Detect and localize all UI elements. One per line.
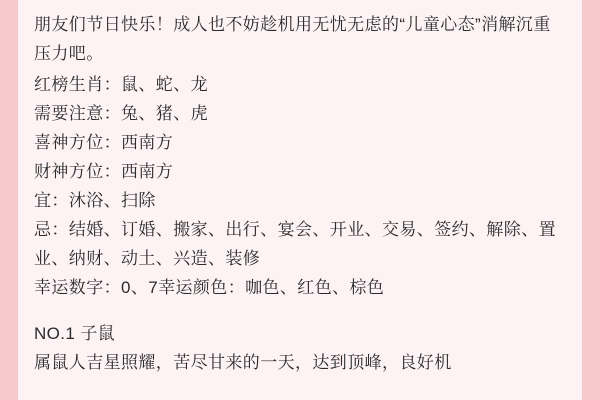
content-card xyxy=(18,0,582,400)
field-label: 财神方位： xyxy=(34,162,121,181)
field-label: 忌： xyxy=(34,220,69,239)
section-body: 属鼠人吉星照耀，苦尽甘来的一天，达到顶峰，良好机 xyxy=(34,353,452,372)
field-row-lucky-number-color xyxy=(34,273,566,302)
field-value: 沐浴、扫除 xyxy=(68,191,156,210)
field-value: 西南方 xyxy=(121,162,174,181)
field-value: 结婚、订婚、搬家、出行、宴会、开业、交易、签约、解除、置业、纳财、动土、兴造、装修 xyxy=(34,220,557,268)
field-row-wealth-direction xyxy=(34,157,566,186)
field-label: 红榜生肖： xyxy=(34,75,121,94)
field-row-lucky-zodiac xyxy=(34,70,566,99)
field-label: 喜神方位： xyxy=(34,133,121,152)
field-row-joy-direction xyxy=(34,128,566,157)
field-value: 鼠、蛇、龙 xyxy=(121,75,208,94)
field-row-suitable xyxy=(34,186,566,215)
field-value: 0、7幸运颜色：咖色、红色、棕色 xyxy=(121,278,385,297)
section-heading: NO.1 子鼠 xyxy=(34,324,116,343)
intro-paragraph: 朋友们节日快乐！成人也不妨趁机用无忧无虑的“儿童心态”消解沉重压力吧。 xyxy=(34,15,551,63)
field-label: 需要注意： xyxy=(34,104,121,123)
field-value: 西南方 xyxy=(121,133,174,152)
section-spacer xyxy=(34,302,566,319)
field-label: 幸运数字： xyxy=(34,278,121,297)
field-value: 兔、猪、虎 xyxy=(121,104,208,123)
field-row-avoid xyxy=(34,215,566,273)
field-row-caution-zodiac xyxy=(34,99,566,128)
field-label: 宜： xyxy=(34,191,69,210)
